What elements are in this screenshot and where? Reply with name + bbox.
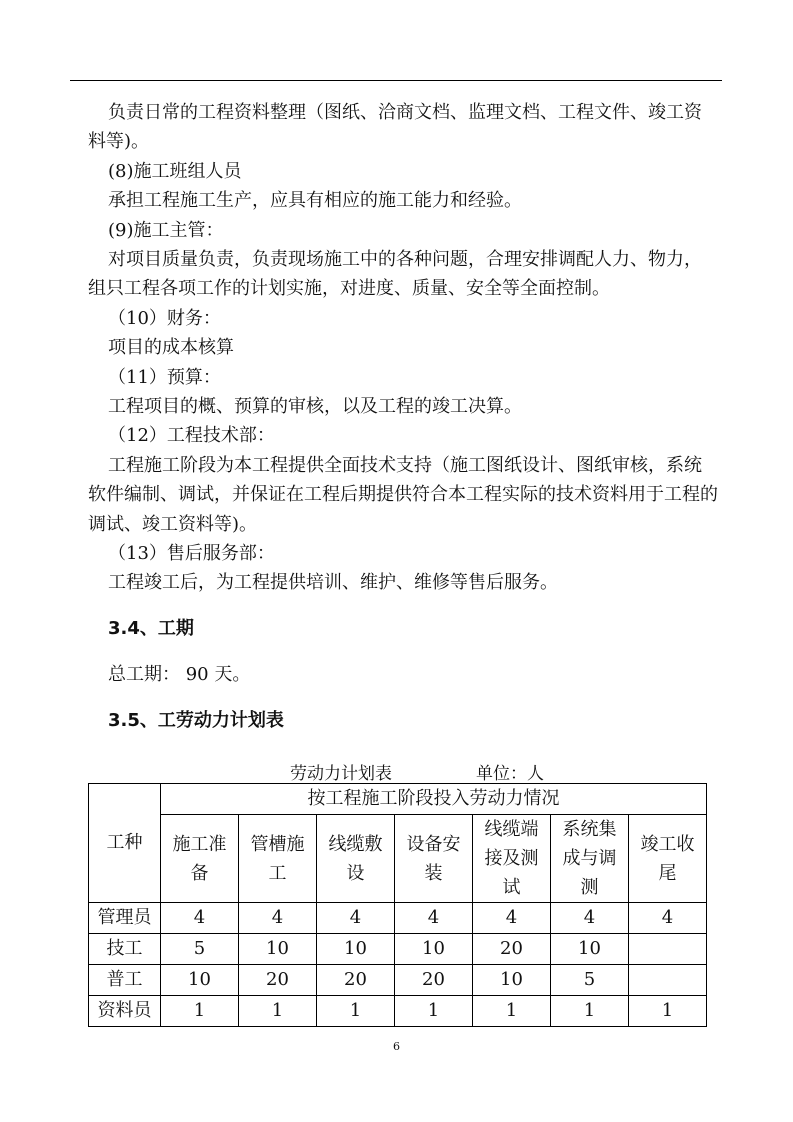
paragraph-line: 承担工程施工生产，应具有相应的施工能力和经验。 [108, 190, 522, 212]
labor-plan-table [88, 783, 707, 1027]
value-cell [629, 965, 707, 996]
column-header-cell [473, 815, 551, 903]
column-header-line: 试 [502, 877, 521, 898]
paragraph-line: 工程竣工后，为工程提供培训、维护、维修等售后服务。 [108, 572, 558, 594]
section-heading-3-5: 3.5、工劳动力计划表 [108, 710, 284, 731]
value-cell: 20 [473, 934, 551, 965]
paragraph-line: (9)施工主管： [108, 219, 224, 241]
group-header-cell: 按工程施工阶段投入劳动力情况 [161, 784, 707, 815]
column-header-line: 成与调 [562, 848, 617, 869]
value-cell: 1 [317, 996, 395, 1027]
paragraph-line: 项目的成本核算 [108, 337, 234, 359]
paragraph-line: 工程施工阶段为本工程提供全面技术支持（施工图纸设计、图纸审核，系统 [108, 454, 702, 476]
value-cell: 10 [395, 934, 473, 965]
column-header-line: 接及测 [484, 848, 539, 869]
value-cell: 1 [395, 996, 473, 1027]
column-header-line: 管槽施 [250, 833, 305, 855]
column-header-cell [395, 815, 473, 903]
paragraph-line: 料等)。 [88, 131, 150, 153]
section-heading-3-4: 3.4、工期 [108, 618, 194, 639]
value-cell: 1 [473, 996, 551, 1027]
paragraph-line: （13）售后服务部： [108, 543, 275, 564]
value-cell [629, 934, 707, 965]
table-row [89, 903, 707, 934]
column-header-line: 装 [424, 862, 443, 884]
column-header-line: 线缆敷 [328, 833, 383, 855]
column-header-line: 备 [190, 862, 209, 884]
value-cell: 10 [473, 965, 551, 996]
paragraph-line: 调试、竣工资料等)。 [88, 513, 258, 535]
total-duration: 总工期： 90 天。 [108, 664, 251, 685]
value-cell: 10 [317, 934, 395, 965]
worker-type-cell: 管理员 [89, 903, 161, 934]
value-cell: 4 [161, 903, 239, 934]
value-cell: 10 [239, 934, 317, 965]
column-header-line: 竣工收 [640, 833, 695, 855]
table-row [89, 934, 707, 965]
table-unit: 单位：人 [476, 764, 544, 784]
value-cell: 4 [239, 903, 317, 934]
paragraph-line: 软件编制、调试，并保证在工程后期提供符合本工程实际的技术资料用于工程的 [88, 484, 718, 506]
paragraph-line: 负责日常的工程资料整理（图纸、洽商文档、监理文档、工程文件、竣工资 [108, 102, 702, 123]
table-caption: 劳动力计划表 [290, 764, 392, 784]
value-cell: 20 [317, 965, 395, 996]
header-rule [70, 80, 722, 81]
column-header-line: 设备安 [406, 833, 461, 855]
value-cell: 10 [551, 934, 629, 965]
worker-type-cell: 技工 [89, 934, 161, 965]
column-header-cell [551, 815, 629, 903]
value-cell: 1 [629, 996, 707, 1027]
value-cell: 1 [161, 996, 239, 1027]
value-cell: 1 [239, 996, 317, 1027]
paragraph-line: (8)施工班组人员 [108, 160, 242, 182]
value-cell: 4 [395, 903, 473, 934]
paragraph-line: （10）财务： [108, 307, 221, 329]
column-header-line: 设 [346, 862, 365, 884]
column-header-line: 线缆端 [484, 819, 539, 840]
column-header-cell [629, 815, 707, 903]
value-cell: 4 [473, 903, 551, 934]
column-header-cell [161, 815, 239, 903]
value-cell: 4 [551, 903, 629, 934]
paragraph-line: （12）工程技术部： [108, 425, 275, 447]
worker-type-cell: 资料员 [89, 996, 161, 1027]
column-header-line: 工 [268, 862, 287, 884]
table-row [89, 996, 707, 1027]
column-header-line: 测 [580, 877, 599, 898]
table-row [89, 965, 707, 996]
paragraph-line: 组只工程各项工作的计划实施，对进度、质量、安全等全面控制。 [88, 278, 610, 300]
page-number: 6 [393, 1040, 400, 1053]
paragraph-line: （11）预算： [108, 366, 221, 388]
row-header-cell: 工种 [89, 784, 161, 903]
value-cell: 20 [395, 965, 473, 996]
value-cell: 5 [551, 965, 629, 996]
column-header-cell [239, 815, 317, 903]
paragraph-line: 工程项目的概、预算的审核，以及工程的竣工决算。 [108, 396, 522, 417]
value-cell: 5 [161, 934, 239, 965]
column-header-line: 尾 [658, 862, 677, 884]
value-cell: 1 [551, 996, 629, 1027]
worker-type-cell: 普工 [89, 965, 161, 996]
value-cell: 4 [317, 903, 395, 934]
column-header-line: 系统集 [562, 819, 617, 840]
column-header-cell [317, 815, 395, 903]
value-cell: 20 [239, 965, 317, 996]
value-cell: 4 [629, 903, 707, 934]
column-header-line: 施工准 [172, 833, 227, 855]
paragraph-line: 对项目质量负责，负责现场施工中的各种问题，合理安排调配人力、物力， [108, 249, 702, 270]
value-cell: 10 [161, 965, 239, 996]
